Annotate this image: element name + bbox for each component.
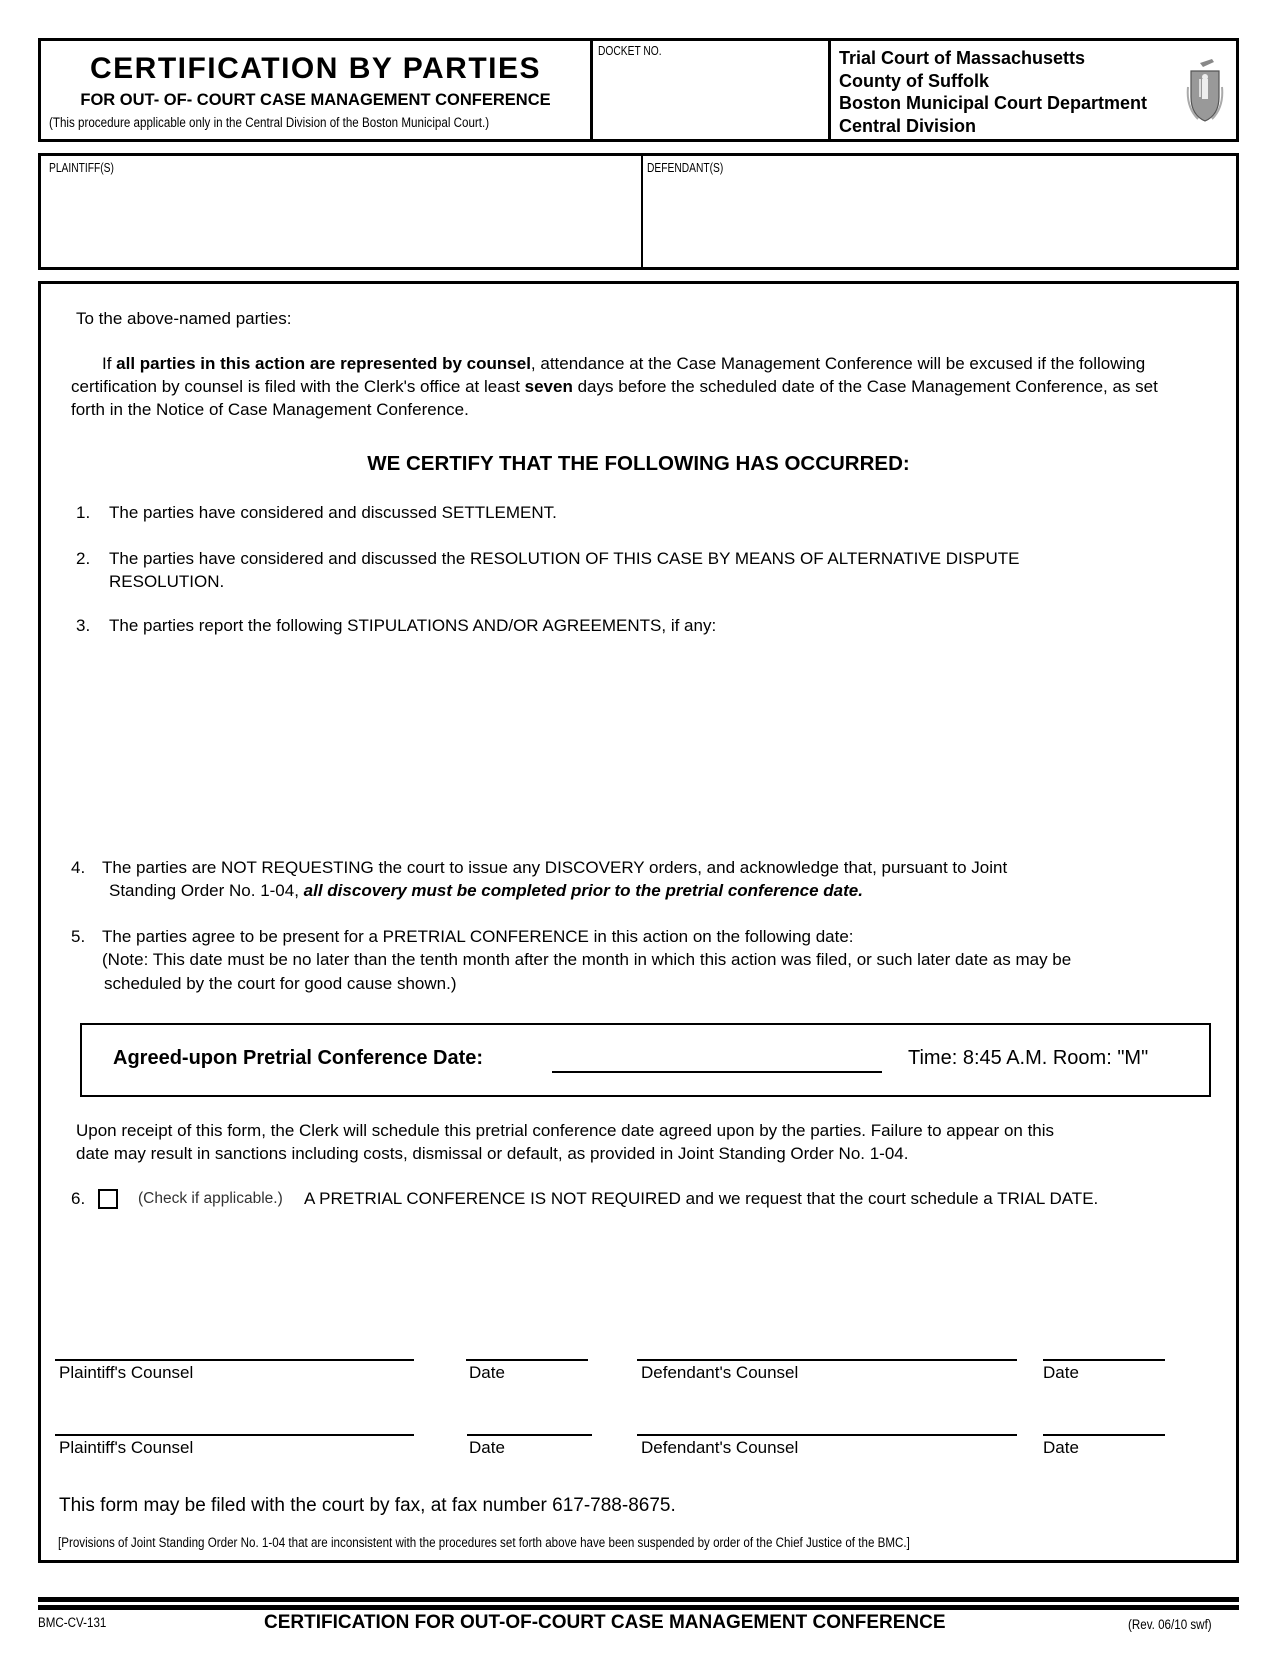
plaintiff-label: PLAINTIFF(S) <box>49 161 114 175</box>
footer-rule-bottom <box>38 1605 1239 1610</box>
provisions-note: [Provisions of Joint Standing Order No. 1-04 that are inconsistent with the procedures set forth above have been suspended by order of the Chief Justice of the BMC.] <box>58 1535 910 1550</box>
massachusetts-seal-icon <box>1186 57 1224 127</box>
item-pretrial-note-cont: scheduled by the court for good cause shown.) <box>104 974 457 993</box>
plaintiff-counsel-signature-line[interactable] <box>55 1359 414 1361</box>
defendant-date-line[interactable] <box>1043 1434 1165 1436</box>
court-line-4: Central Division <box>839 115 977 136</box>
trial-date-checkbox[interactable] <box>98 1189 118 1209</box>
defendant-counsel-signature-line[interactable] <box>637 1434 1017 1436</box>
date-label: Date <box>469 1363 505 1382</box>
parties-box <box>38 153 1239 270</box>
defendant-date-line[interactable] <box>1043 1359 1165 1361</box>
intro-paragraph <box>71 352 1191 421</box>
revision-label: (Rev. 06/10 swf) <box>1128 1617 1212 1632</box>
item-pretrial-note: (Note: This date must be no later than the tenth month after the month in which this action was filed, or such later date as may be <box>102 950 1072 969</box>
defendant-counsel-signature-line[interactable] <box>637 1359 1017 1361</box>
pretrial-date-label: Agreed-upon Pretrial Conference Date: <box>113 1047 484 1069</box>
footer-title: CERTIFICATION FOR OUT-OF-COURT CASE MANAGEMENT CONFERENCE <box>264 1612 946 1633</box>
item-discovery: The parties are NOT REQUESTING the court to issue any DISCOVERY orders, and acknowledge that, pursuant to Joint <box>102 858 1008 877</box>
pretrial-date-box <box>80 1023 1211 1097</box>
court-line-3: Boston Municipal Court Department <box>839 93 1148 113</box>
item-number: 5. <box>71 927 86 946</box>
item-number: 6. <box>71 1189 86 1208</box>
receipt-note-line2: date may result in sanctions including costs, dismissal or default, as provided in Joint Standing Order No. 1-04. <box>76 1144 909 1163</box>
court-line-2: County of Suffolk <box>839 70 989 91</box>
salutation: To the above-named parties: <box>76 309 292 328</box>
item-adr-cont: RESOLUTION. <box>109 572 225 591</box>
intro-bold-text: all parties in this action are represented by counsel <box>116 354 531 373</box>
plaintiff-date-line[interactable] <box>466 1359 588 1361</box>
item-discovery-cont <box>109 881 863 901</box>
intro-text: If <box>102 354 117 373</box>
intro-text: , attendance at the Case Management Conference will be excused if the following certification by counsel is filed with the Clerk's office at least <box>71 354 1146 396</box>
certify-heading: WE CERTIFY THAT THE FOLLOWING HAS OCCURRED: <box>367 452 910 475</box>
court-line-1: Trial Court of Massachusetts <box>839 48 1086 68</box>
time-room-text: Time: 8:45 A.M. Room: "M" <box>908 1047 1149 1069</box>
defendant-counsel-label: Defendant's Counsel <box>641 1363 799 1382</box>
plaintiff-counsel-label: Plaintiff's Counsel <box>59 1438 194 1457</box>
intro-bold-seven: seven <box>524 377 573 396</box>
pretrial-date-field[interactable] <box>552 1045 882 1073</box>
form-title: CERTIFICATION BY PARTIES <box>89 52 542 85</box>
plaintiff-counsel-signature-line[interactable] <box>55 1434 414 1436</box>
item-stipulations: The parties report the following STIPULATIONS AND/OR AGREEMENTS, if any: <box>109 616 717 635</box>
defendant-field[interactable] <box>643 156 1236 267</box>
fax-note: This form may be filed with the court by fax, at fax number 617-788-8675. <box>59 1495 676 1516</box>
defendant-counsel-label: Defendant's Counsel <box>641 1438 799 1457</box>
date-label: Date <box>1043 1438 1079 1457</box>
item-pretrial: The parties agree to be present for a PRETRIAL CONFERENCE in this action on the following date: <box>102 927 854 946</box>
discovery-emphasis: all discovery must be completed prior to the pretrial conference date. <box>303 881 863 900</box>
defendant-label: DEFENDANT(S) <box>647 161 724 175</box>
date-label: Date <box>469 1438 505 1457</box>
court-info-box <box>829 38 1239 142</box>
item-number: 3. <box>76 616 91 635</box>
stipulations-field[interactable] <box>76 642 1206 842</box>
plaintiff-date-line[interactable] <box>467 1434 592 1436</box>
form-subtitle: FOR OUT- OF- COURT CASE MANAGEMENT CONFERENCE <box>80 91 551 109</box>
docket-label: DOCKET NO. <box>598 44 662 58</box>
court-name-block <box>839 47 1147 137</box>
intro-text: days before the scheduled date of the Case Management Conference, as set forth in the Notice of Case Management Conference. <box>71 377 1158 419</box>
receipt-note-line1: Upon receipt of this form, the Clerk will schedule this pretrial conference date agreed upon by the parties. Failure to appear on this <box>76 1121 1055 1140</box>
plaintiff-field[interactable] <box>41 156 641 267</box>
no-pretrial-request-text: A PRETRIAL CONFERENCE IS NOT REQUIRED and we request that the court schedule a TRIAL DATE. <box>304 1189 1099 1208</box>
item-settlement: The parties have considered and discussed SETTLEMENT. <box>109 503 557 522</box>
form-title-box <box>38 38 593 142</box>
form-applicability-note: (This procedure applicable only in the Central Division of the Boston Municipal Court.) <box>49 115 490 130</box>
item-number: 2. <box>76 549 91 568</box>
item-discovery-text: Standing Order No. 1-04, <box>109 881 304 900</box>
docket-number-field[interactable] <box>591 38 831 142</box>
item-adr: The parties have considered and discussed the RESOLUTION OF THIS CASE BY MEANS OF ALTERNATIVE DISPUTE <box>109 549 1020 568</box>
date-label: Date <box>1043 1363 1079 1382</box>
check-if-applicable-hint: (Check if applicable.) <box>138 1190 283 1207</box>
item-number: 1. <box>76 503 91 522</box>
form-id: BMC-CV-131 <box>38 1615 107 1630</box>
footer-rule-top <box>38 1597 1239 1602</box>
plaintiff-counsel-label: Plaintiff's Counsel <box>59 1363 194 1382</box>
item-number: 4. <box>71 858 86 877</box>
